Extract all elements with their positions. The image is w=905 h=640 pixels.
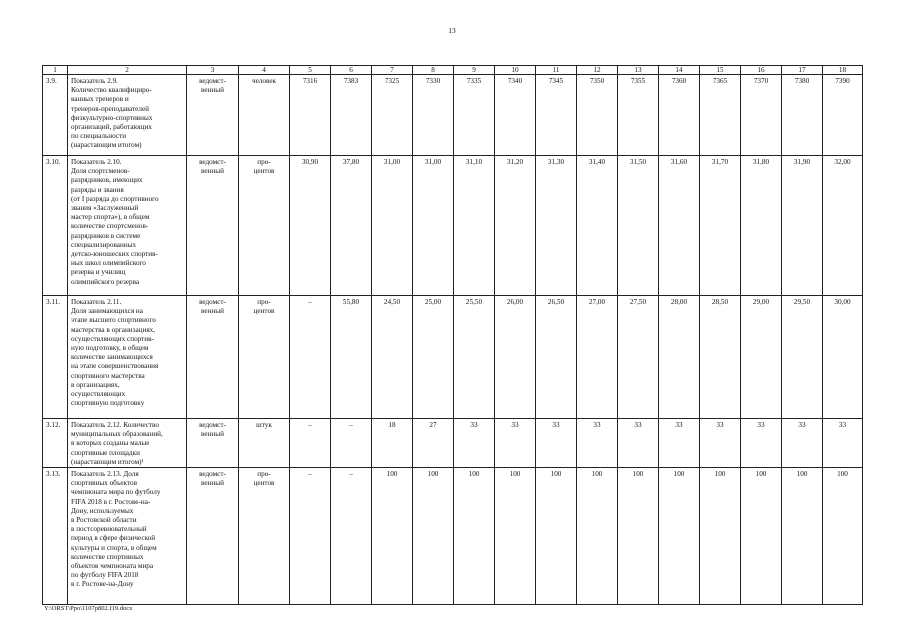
value-cell: 27,50 [618, 296, 659, 419]
value-cell: 30,90 [290, 156, 331, 296]
value-cell: 7345 [536, 75, 577, 156]
indicator-line: в которых созданы малые [71, 439, 150, 448]
page-number: 13 [448, 26, 456, 35]
indicator-line: резерва и училищ [71, 268, 126, 277]
value-cell: 27,00 [577, 296, 618, 419]
indicator-line: в г. Ростове-на-Дону [71, 580, 134, 589]
value-cell: 100 [413, 468, 454, 605]
header-cell: 17 [782, 66, 823, 75]
unit-cell [239, 75, 290, 156]
indicator-line: Показатель 2.11. [71, 298, 122, 306]
source-line: ведомст- [199, 421, 226, 429]
header-cell: 5 [290, 66, 331, 75]
unit-cell [239, 156, 290, 296]
indicator-line: спортивные площадки [71, 448, 140, 457]
value-cell: 100 [577, 468, 618, 605]
indicator-line: детско-юношеских спортив- [71, 250, 158, 259]
indicator-line: количестве спортсменов- [71, 222, 149, 231]
indicator-line: Дону, используемых [71, 506, 134, 515]
source-cell [187, 419, 239, 468]
value-cell: 31,40 [577, 156, 618, 296]
unit-cell [239, 468, 290, 605]
indicator-cell [68, 296, 187, 419]
value-cell: 29,50 [782, 296, 823, 419]
indicator-line: организаций, работающих [71, 123, 152, 132]
indicator-line: мастер спорта»), в общем [71, 213, 150, 222]
source-line: венный [201, 86, 224, 95]
header-cell: 7 [372, 66, 413, 75]
value-cell: – [290, 419, 331, 468]
indicator-line: количестве занимающихся [71, 353, 153, 362]
source-line: ведомст- [199, 77, 226, 85]
source-cell [187, 156, 239, 296]
indicator-line: Доля занимающихся на [71, 307, 143, 316]
value-cell: 100 [372, 468, 413, 605]
indicator-line: в организациях, [71, 380, 120, 389]
indicator-line: культуры и спорта, в общем [71, 543, 157, 552]
header-cell: 8 [413, 66, 454, 75]
row-number-cell: 3.13. [43, 468, 68, 605]
indicator-line: на этапе совершенствования [71, 362, 159, 371]
value-cell: 33 [454, 419, 495, 468]
indicator-line: спортивного мастерства [71, 371, 145, 380]
indicator-line: объектов чемпионата мира [71, 562, 154, 571]
value-cell: 31,30 [536, 156, 577, 296]
indicator-line: ных школ олимпийского [71, 259, 146, 268]
value-cell: – [290, 296, 331, 419]
indicator-line: спортивных объектов [71, 479, 137, 488]
indicator-line: по футболу FIFA 2018 [71, 571, 139, 580]
indicator-line: этапе высшего спортивного [71, 316, 156, 325]
header-cell: 15 [700, 66, 741, 75]
value-cell: 100 [659, 468, 700, 605]
value-cell: 7365 [700, 75, 741, 156]
unit-line: про- [257, 158, 271, 166]
table-body [43, 75, 863, 605]
header-cell: 18 [823, 66, 863, 75]
value-cell: 33 [823, 419, 863, 468]
value-cell: 33 [495, 419, 536, 468]
value-cell: 7316 [290, 75, 331, 156]
indicator-line: (от I разряда до спортивного [71, 194, 159, 203]
value-cell: 33 [659, 419, 700, 468]
unit-line: про- [257, 470, 271, 479]
indicator-line: Количество квалифициро- [71, 86, 152, 95]
header-cell: 10 [495, 66, 536, 75]
value-cell: 27 [413, 419, 454, 468]
header-cell: 1 [43, 66, 68, 75]
value-cell: – [290, 468, 331, 605]
value-cell: 31,20 [495, 156, 536, 296]
value-cell: 31,80 [741, 156, 782, 296]
value-cell: 100 [741, 468, 782, 605]
value-cell: 100 [618, 468, 659, 605]
source-line: венный [201, 167, 224, 176]
value-cell: 28,50 [700, 296, 741, 419]
value-cell: 100 [454, 468, 495, 605]
value-cell: – [331, 468, 372, 605]
indicator-line: спортивную подготовку [71, 399, 145, 408]
table-row [43, 468, 863, 605]
value-cell: 25,50 [454, 296, 495, 419]
value-cell: 31,50 [618, 156, 659, 296]
value-cell: 31,90 [782, 156, 823, 296]
indicator-line: FIFA 2018 в г. Ростове-на- [71, 497, 151, 506]
value-cell: 7340 [495, 75, 536, 156]
indicator-cell [68, 468, 187, 605]
unit-line: штук [256, 421, 272, 429]
indicator-line: (нарастающим итогом) [71, 141, 142, 150]
value-cell: 31,00 [413, 156, 454, 296]
value-cell: 100 [823, 468, 863, 605]
table-row [43, 296, 863, 419]
header-cell: 11 [536, 66, 577, 75]
indicator-cell [68, 156, 187, 296]
indicator-line: ванных тренеров и [71, 95, 129, 104]
indicator-line: специализированных [71, 240, 137, 249]
value-cell: 25,00 [413, 296, 454, 419]
unit-line: человек [251, 77, 277, 85]
unit-cell [239, 296, 290, 419]
value-cell: 100 [495, 468, 536, 605]
source-line: венный [201, 479, 224, 488]
indicator-line: Показатель 2.12. Количество [71, 421, 159, 429]
value-cell: 33 [741, 419, 782, 468]
source-line: ведомст- [199, 298, 226, 306]
header-cell: 4 [239, 66, 290, 75]
value-cell: 7383 [331, 75, 372, 156]
unit-line: центов [253, 479, 275, 488]
indicator-line: в Ростовской области [71, 516, 137, 525]
indicator-line: количестве спортивных [71, 552, 144, 561]
indicator-line: звания «Заслуженный [71, 204, 139, 213]
value-cell: 26,50 [536, 296, 577, 419]
value-cell: 100 [700, 468, 741, 605]
indicator-line: период в сфере физической [71, 534, 156, 543]
value-cell: 31,00 [372, 156, 413, 296]
value-cell: 7380 [782, 75, 823, 156]
value-cell: 26,00 [495, 296, 536, 419]
header-cell: 14 [659, 66, 700, 75]
header-cell: 12 [577, 66, 618, 75]
source-line: ведомст- [199, 470, 226, 479]
source-line: венный [201, 307, 224, 316]
value-cell: 33 [618, 419, 659, 468]
row-number-cell: 3.11. [43, 296, 68, 419]
indicators-table [42, 65, 863, 605]
indicator-line: в постсоревновательный [71, 525, 147, 534]
indicator-line: осуществляющих спортив- [71, 334, 154, 343]
value-cell: 7370 [741, 75, 782, 156]
header-cell: 6 [331, 66, 372, 75]
source-line: ведомст- [199, 158, 226, 166]
indicator-line: по специальности [71, 132, 127, 141]
row-number-cell: 3.9. [43, 75, 68, 156]
header-row [43, 66, 863, 75]
value-cell: 18 [372, 419, 413, 468]
unit-cell [239, 419, 290, 468]
header-cell: 2 [68, 66, 187, 75]
source-cell [187, 296, 239, 419]
source-line: венный [201, 430, 224, 439]
footer-file-path: Y:\ORST\Ppo\1107p802.f19.docx [44, 605, 133, 612]
row-number-cell: 3.10. [43, 156, 68, 296]
header-cell: 9 [454, 66, 495, 75]
value-cell: 28,00 [659, 296, 700, 419]
source-cell [187, 75, 239, 156]
value-cell: 33 [536, 419, 577, 468]
indicator-line: разрядников, имеющих [71, 176, 143, 185]
value-cell: 29,00 [741, 296, 782, 419]
indicator-line: олимпийского резерва [71, 277, 140, 286]
unit-line: про- [257, 298, 271, 306]
row-number-cell: 3.12. [43, 419, 68, 468]
value-cell: 37,80 [331, 156, 372, 296]
value-cell: 31,70 [700, 156, 741, 296]
indicator-line: Показатель 2.13. Доля [71, 470, 139, 479]
indicator-line: ную подготовку, в общем [71, 344, 149, 353]
value-cell: 55,80 [331, 296, 372, 419]
table-row [43, 156, 863, 296]
value-cell: 7335 [454, 75, 495, 156]
value-cell: 24,50 [372, 296, 413, 419]
unit-line: центов [253, 307, 275, 316]
value-cell: 7350 [577, 75, 618, 156]
header-cell: 13 [618, 66, 659, 75]
indicator-line: осуществляющих [71, 390, 126, 399]
value-cell: 33 [782, 419, 823, 468]
value-cell: 7330 [413, 75, 454, 156]
value-cell: 33 [577, 419, 618, 468]
indicator-line: разряды и звания [71, 185, 124, 194]
indicator-line: тренеров-преподавателей [71, 104, 149, 113]
value-cell: 30,00 [823, 296, 863, 419]
value-cell: 100 [782, 468, 823, 605]
indicator-line: Показатель 2.9. [71, 77, 118, 85]
indicator-cell [68, 75, 187, 156]
indicator-line: Показатель 2.10. [71, 158, 122, 166]
table-row [43, 75, 863, 156]
header-cell: 16 [741, 66, 782, 75]
value-cell: 100 [536, 468, 577, 605]
value-cell: 31,10 [454, 156, 495, 296]
value-cell: 32,00 [823, 156, 863, 296]
value-cell: 7355 [618, 75, 659, 156]
indicator-line: чемпионата мира по футболу [71, 488, 161, 497]
value-cell: 7360 [659, 75, 700, 156]
indicator-line: (нарастающим итогом)¹ [71, 457, 144, 466]
indicator-cell [68, 419, 187, 468]
indicator-line: муниципальных образований, [71, 430, 163, 439]
indicator-line: разрядников в системе [71, 231, 141, 240]
unit-line: центов [253, 167, 275, 176]
indicator-line: Доля спортсменов- [71, 167, 130, 176]
indicator-line: физкультурно-спортивных [71, 113, 153, 122]
value-cell: 31,60 [659, 156, 700, 296]
table-row [43, 419, 863, 468]
indicator-line: мастерства в организациях, [71, 325, 156, 334]
header-cell: 3 [187, 66, 239, 75]
source-cell [187, 468, 239, 605]
value-cell: 7325 [372, 75, 413, 156]
value-cell: 33 [700, 419, 741, 468]
value-cell: 7390 [823, 75, 863, 156]
value-cell: – [331, 419, 372, 468]
